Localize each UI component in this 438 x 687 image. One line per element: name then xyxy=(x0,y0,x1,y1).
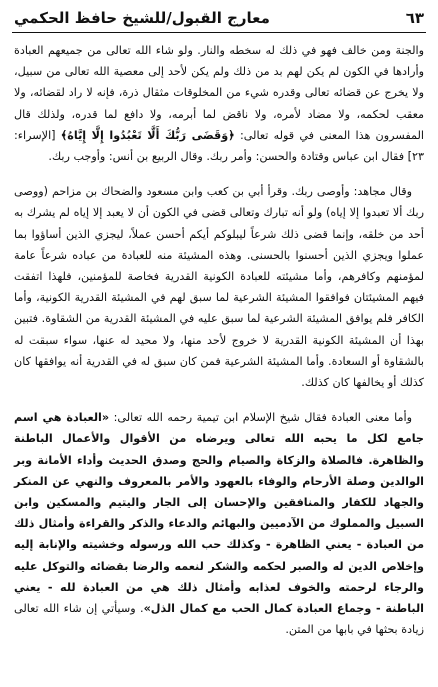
quotation: «العبادة هي اسم جامع لكل ما يحبه الله تعالى ويرضاه من الأقوال والأعمال الباطنة والظاهرة. فالصلاة والزكاة والصيام والحج وصدق الحديث وأداء الأمانة وبر الوالدين وصلة الأرحام والوفاء بالعهود والأمر بالمعروف والنهي عن المنكر والجهاد للكفار والمنافقين والإحسان إلى الجار واليتيم والمسكين وابن السبيل والمملوك من الآدميين والبهائم والدعاء والذكر والقراءة وأمثال ذلك من العبادة - يعني الظاهرة - وكذلك حب الله ورسوله وخشيته والإنابة إليه وإخلاص الدين له والصبر لحكمه والشكر لنعمه والرضا بقضائه والتوكل عليه والرجاء لرحمته والخوف لعذابه وأمثال ذلك هي من العبادة لله - يعني الباطنة - وجماع العبادة كمال الحب مع كمال الذل» xyxy=(14,411,425,616)
paragraph-text: [الإسراء: ٢٣] فقال ابن عباس وقتادة والحسن: وأمر ربك. وقال الربيع بن أنس: وأوجب ربك. xyxy=(14,128,424,164)
page-number: ٦٣ xyxy=(405,9,424,27)
paragraph-1 xyxy=(14,40,424,167)
paragraph-2 xyxy=(14,181,424,393)
header-rule xyxy=(12,32,426,33)
page-header xyxy=(14,6,424,30)
running-title: معارج القبول/للشيخ حافظ الحكمي xyxy=(14,9,270,27)
page-body xyxy=(14,40,424,654)
paragraph-text: وقال مجاهد: وأوصى ربك. وقرأ أبي بن كعب وابن مسعود والضحاك بن مزاحم (ووصى ربك ألا تعبدوا إلا إياه) ولو أنه تبارك وتعالى قضى في الكون أن لا يعبد إلا إياه لم يشرك به أحد من خلقه، وإنما قضى ذلك شرعاً ليبلوكم أيكم أحسن عملاً، ليجزي الذين أساؤوا بما عملوا ويجزي الذين أحسنوا بالحسنى. وهذه المشيئة منه للعبادة من عباده شرعاً عامة لمؤمنهم وكافرهم، وأما مشيئته للعبادة الكونية القدرية فخاصة للمؤمنين، فلهذا اتفقت فيهم المشيئتان فوافقوا المشيئة الشرعية لما سبق لهم في المشيئة القدرية الكونية، وأما الكافر فلم يوافق المشيئة الشرعية لما سبق عليه في المشيئة القدرية من الشقاوة. فتبين بهذا أن المشيئة الكونية القدرية لا خروج لأحد منها، ولا محيد له عنها، سواء سبقت له بالشقاوة أو السعادة. وأما المشيئة الشرعية فمن كان سبق له في القدرية أنه يوافقها كان كذلك أو يخالفها كان كذلك. xyxy=(14,185,424,390)
paragraph-text: . وسيأتي إن شاء الله تعالى زيادة بحثها في بابها من المتن. xyxy=(14,602,424,637)
paragraph-text: وأما معنى العبادة فقال شيخ الإسلام ابن تيمية رحمه الله تعالى: xyxy=(113,411,412,425)
paragraph-3 xyxy=(14,407,424,640)
quran-verse: ﴿وَقَضَى رَبُّكَ أَلَّا تَعْبُدُوا إِلَّا إِيَّاهُ﴾ xyxy=(60,128,235,142)
paragraph-text: والجنة ومن خالف فهو في ذلك له سخطه والنار. ولو شاء الله تعالى من جميعهم العبادة وأرادها في الكون لم يكن لهم بد من ذلك ولم يكن لأحد إلى معصية الله تعالى من سبيل، ولا يخرج عن قضائه تعالى وقدره شيء من المخلوقات مثقال ذرة، فإنه لا راد لقضائه، ولا معقب لحكمه، ولا مضاد لأمره، ولا ناقض لما أبرمه، ولا دافع لما قدره، ولذلك قال المفسرون هذا المعنى في قوله تعالى: xyxy=(14,44,424,142)
